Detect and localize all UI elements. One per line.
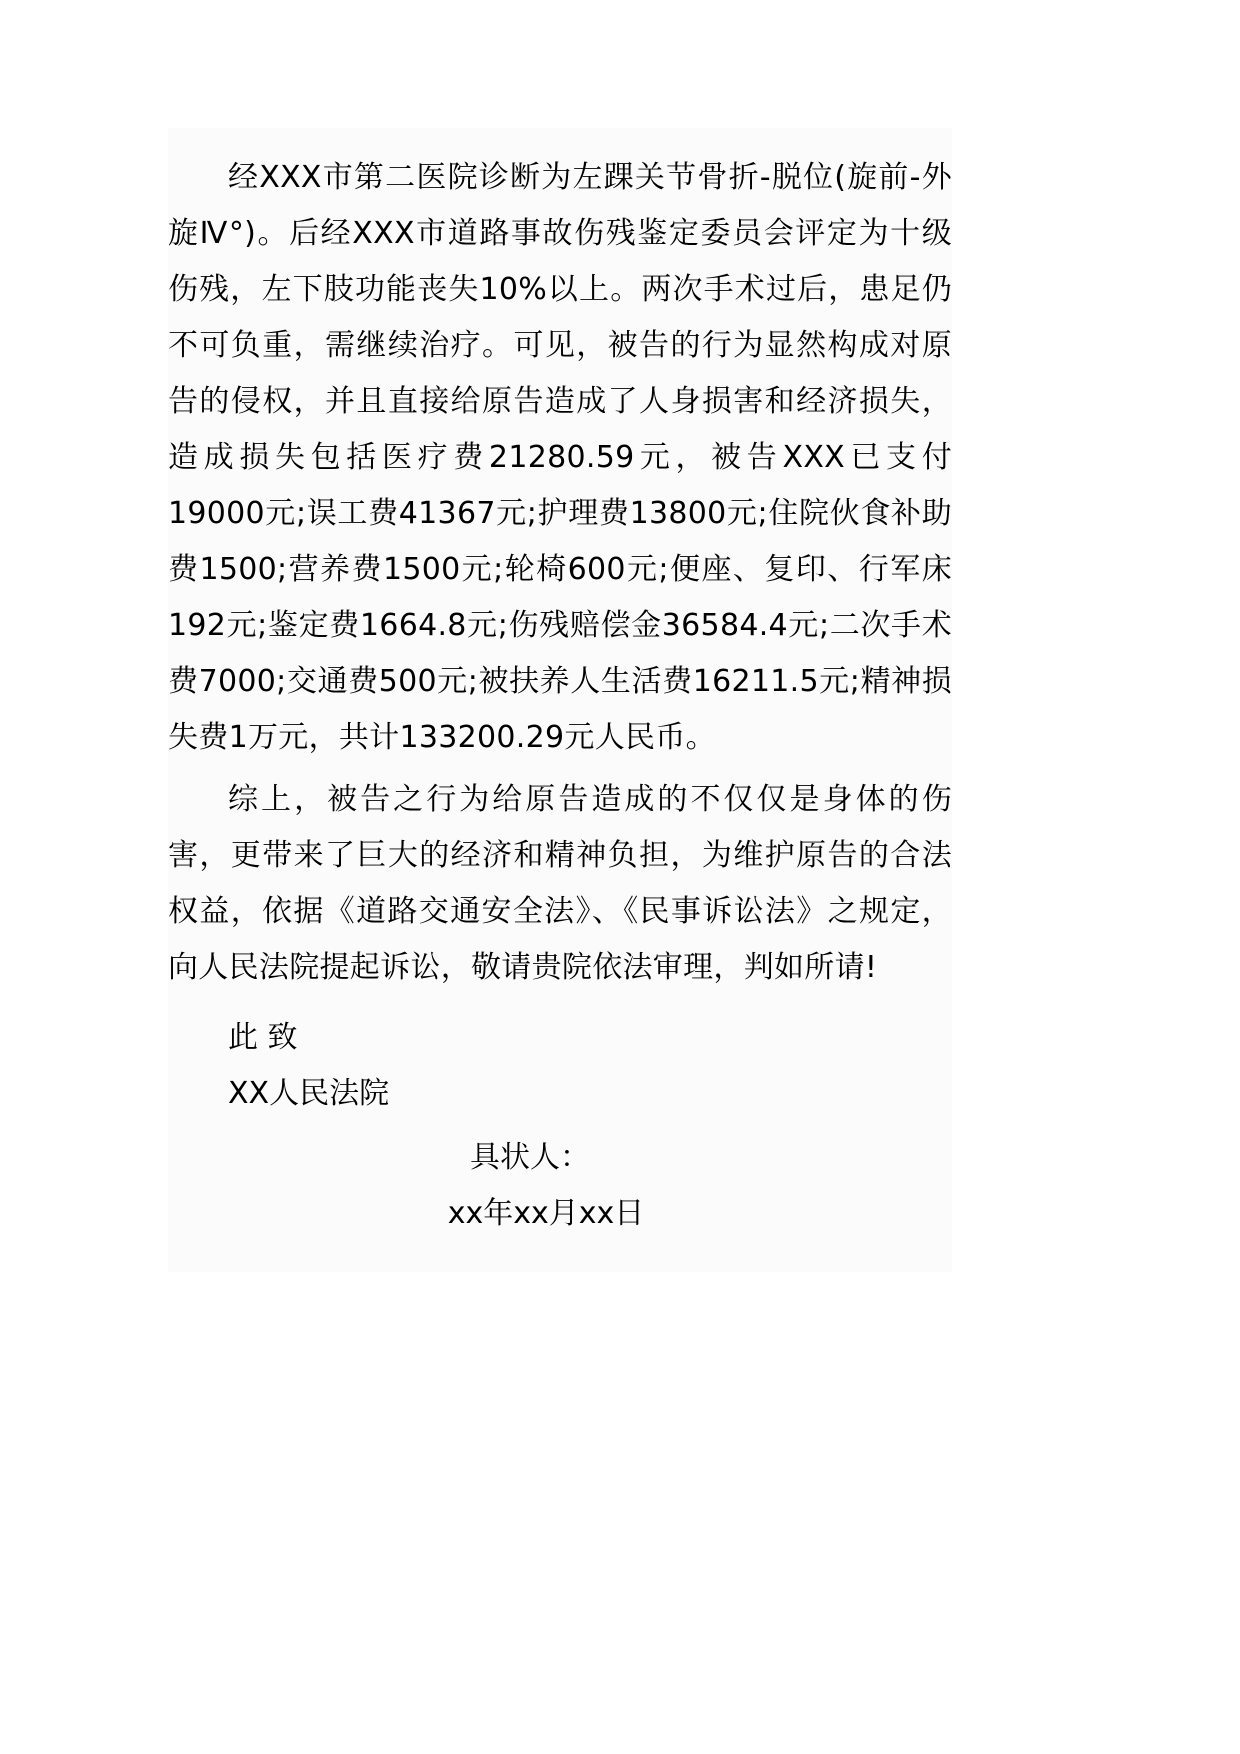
spacer: [168, 1122, 952, 1130]
signer-label: 具状人：: [470, 1140, 590, 1175]
date-line: xx年xx月xx日: [447, 1196, 645, 1231]
paragraph-conclusion: 综上，被告之行为给原告造成的不仅仅是身体的伤害，更带来了巨大的经济和精神负担，为维护原告的合法权益，依据《道路交通安全法》、《民事诉讼法》之规定，向人民法院提起诉讼，敬请贵院依法审理，判如所请!: [168, 782, 952, 985]
closing-salutation: 此 致: [228, 1020, 298, 1055]
court-name: XX人民法院: [228, 1076, 390, 1111]
paragraph-damages: 经XXX市第二医院诊断为左踝关节骨折-脱位(旋前-外旋Ⅳ°)。后经XXX市道路事故伤残鉴定委员会评定为十级伤残，左下肢功能丧失10%以上。两次手术过后，患足仍不可负重，需继续治疗。可见，被告的行为显然构成对原告的侵权，并且直接给原告造成了人身损害和经济损失，造成损失包括医疗费21280.59元，被告XXX已支付19000元;误工费41367元;护理费13800元;住院伙食补助费1500;营养费1500元;轮椅600元;便座、复印、行军床192元;鉴定费1664.8元;伤残赔偿金36584.4元;二次手术费7000;交通费500元;被扶养人生活费16211.5元;精神损失费1万元，共计133200.29元人民币。: [168, 160, 952, 755]
document-body: [168, 128, 952, 1272]
